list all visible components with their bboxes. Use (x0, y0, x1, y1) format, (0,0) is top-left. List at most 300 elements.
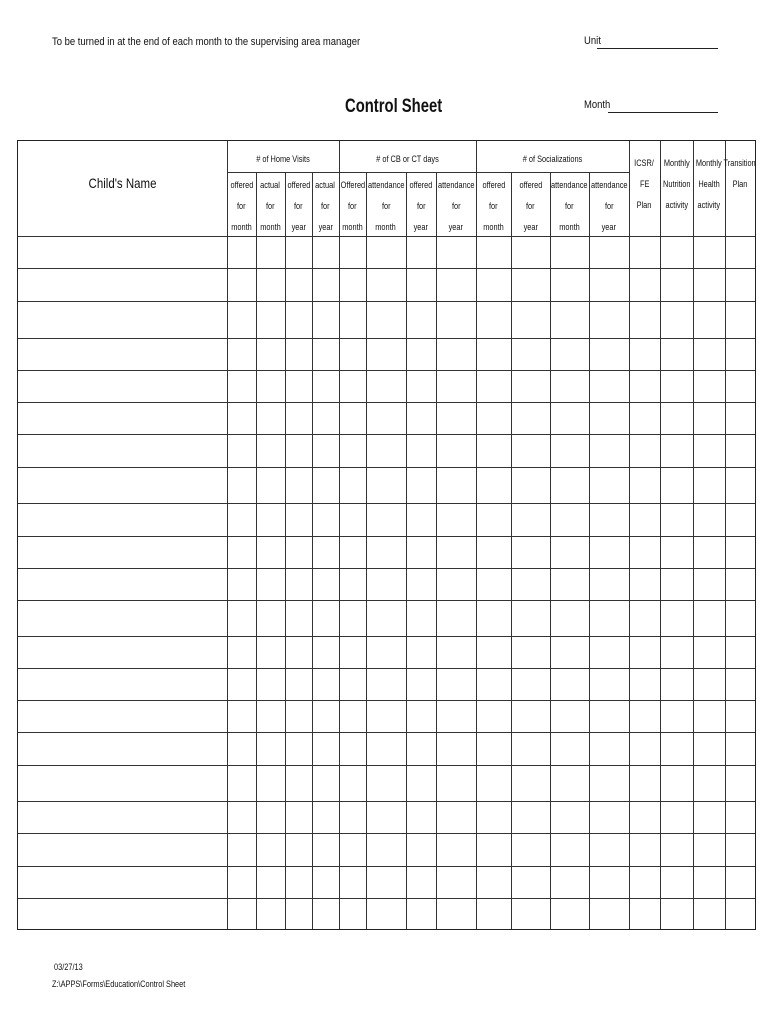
entry-cell[interactable] (693, 370, 725, 402)
entry-cell[interactable] (550, 402, 589, 434)
entry-cell[interactable] (256, 765, 285, 801)
entry-cell[interactable] (693, 732, 725, 765)
entry-cell[interactable] (693, 700, 725, 732)
entry-cell[interactable] (725, 434, 755, 467)
entry-cell[interactable] (629, 700, 660, 732)
entry-cell[interactable] (339, 536, 366, 568)
entry-cell[interactable] (285, 268, 312, 301)
entry-cell[interactable] (339, 668, 366, 700)
entry-cell[interactable] (589, 338, 629, 370)
entry-cell[interactable] (589, 467, 629, 503)
entry-cell[interactable] (725, 338, 755, 370)
child-name-cell[interactable] (18, 636, 227, 668)
entry-cell[interactable] (589, 636, 629, 668)
entry-cell[interactable] (436, 467, 476, 503)
entry-cell[interactable] (285, 732, 312, 765)
entry-cell[interactable] (693, 898, 725, 929)
entry-cell[interactable] (436, 301, 476, 338)
entry-cell[interactable] (725, 898, 755, 929)
entry-cell[interactable] (476, 801, 511, 833)
entry-cell[interactable] (511, 600, 550, 636)
entry-cell[interactable] (550, 434, 589, 467)
entry-cell[interactable] (693, 568, 725, 600)
entry-cell[interactable] (339, 700, 366, 732)
entry-cell[interactable] (285, 434, 312, 467)
entry-cell[interactable] (312, 732, 339, 765)
entry-cell[interactable] (725, 668, 755, 700)
entry-cell[interactable] (629, 801, 660, 833)
entry-cell[interactable] (312, 801, 339, 833)
entry-cell[interactable] (227, 765, 256, 801)
entry-cell[interactable] (227, 467, 256, 503)
entry-cell[interactable] (629, 866, 660, 898)
entry-cell[interactable] (476, 668, 511, 700)
entry-cell[interactable] (312, 402, 339, 434)
entry-cell[interactable] (406, 732, 436, 765)
entry-cell[interactable] (629, 236, 660, 268)
entry-cell[interactable] (227, 370, 256, 402)
entry-cell[interactable] (725, 765, 755, 801)
entry-cell[interactable] (660, 536, 693, 568)
entry-cell[interactable] (366, 668, 406, 700)
entry-cell[interactable] (436, 402, 476, 434)
entry-cell[interactable] (285, 866, 312, 898)
entry-cell[interactable] (629, 536, 660, 568)
entry-cell[interactable] (227, 833, 256, 866)
entry-cell[interactable] (312, 833, 339, 866)
entry-cell[interactable] (406, 301, 436, 338)
entry-cell[interactable] (725, 536, 755, 568)
child-name-cell[interactable] (18, 668, 227, 700)
entry-cell[interactable] (589, 898, 629, 929)
entry-cell[interactable] (366, 268, 406, 301)
entry-cell[interactable] (406, 268, 436, 301)
entry-cell[interactable] (285, 467, 312, 503)
entry-cell[interactable] (285, 700, 312, 732)
entry-cell[interactable] (285, 765, 312, 801)
entry-cell[interactable] (406, 898, 436, 929)
child-name-cell[interactable] (18, 503, 227, 536)
entry-cell[interactable] (312, 236, 339, 268)
entry-cell[interactable] (511, 700, 550, 732)
entry-cell[interactable] (550, 801, 589, 833)
entry-cell[interactable] (476, 898, 511, 929)
entry-cell[interactable] (660, 338, 693, 370)
entry-cell[interactable] (589, 833, 629, 866)
entry-cell[interactable] (339, 503, 366, 536)
entry-cell[interactable] (476, 866, 511, 898)
entry-cell[interactable] (312, 268, 339, 301)
entry-cell[interactable] (693, 600, 725, 636)
entry-cell[interactable] (436, 503, 476, 536)
entry-cell[interactable] (725, 467, 755, 503)
entry-cell[interactable] (550, 503, 589, 536)
entry-cell[interactable] (660, 636, 693, 668)
entry-cell[interactable] (339, 866, 366, 898)
entry-cell[interactable] (406, 801, 436, 833)
entry-cell[interactable] (629, 338, 660, 370)
entry-cell[interactable] (511, 402, 550, 434)
entry-cell[interactable] (366, 732, 406, 765)
entry-cell[interactable] (629, 568, 660, 600)
entry-cell[interactable] (312, 600, 339, 636)
entry-cell[interactable] (693, 236, 725, 268)
entry-cell[interactable] (312, 568, 339, 600)
entry-cell[interactable] (476, 700, 511, 732)
entry-cell[interactable] (693, 434, 725, 467)
entry-cell[interactable] (227, 568, 256, 600)
entry-cell[interactable] (436, 434, 476, 467)
entry-cell[interactable] (725, 732, 755, 765)
entry-cell[interactable] (256, 467, 285, 503)
entry-cell[interactable] (339, 568, 366, 600)
entry-cell[interactable] (511, 732, 550, 765)
entry-cell[interactable] (312, 338, 339, 370)
entry-cell[interactable] (339, 434, 366, 467)
entry-cell[interactable] (550, 268, 589, 301)
entry-cell[interactable] (660, 467, 693, 503)
entry-cell[interactable] (406, 236, 436, 268)
entry-cell[interactable] (256, 732, 285, 765)
entry-cell[interactable] (436, 866, 476, 898)
entry-cell[interactable] (725, 866, 755, 898)
entry-cell[interactable] (629, 668, 660, 700)
entry-cell[interactable] (629, 434, 660, 467)
entry-cell[interactable] (725, 236, 755, 268)
entry-cell[interactable] (476, 467, 511, 503)
entry-cell[interactable] (339, 370, 366, 402)
entry-cell[interactable] (693, 268, 725, 301)
entry-cell[interactable] (589, 801, 629, 833)
child-name-cell[interactable] (18, 732, 227, 765)
entry-cell[interactable] (589, 732, 629, 765)
entry-cell[interactable] (550, 866, 589, 898)
entry-cell[interactable] (589, 301, 629, 338)
entry-cell[interactable] (285, 503, 312, 536)
entry-cell[interactable] (227, 700, 256, 732)
entry-cell[interactable] (725, 402, 755, 434)
entry-cell[interactable] (693, 402, 725, 434)
entry-cell[interactable] (550, 568, 589, 600)
entry-cell[interactable] (406, 866, 436, 898)
entry-cell[interactable] (629, 268, 660, 301)
entry-cell[interactable] (366, 467, 406, 503)
entry-cell[interactable] (476, 370, 511, 402)
child-name-cell[interactable] (18, 866, 227, 898)
entry-cell[interactable] (589, 370, 629, 402)
entry-cell[interactable] (406, 765, 436, 801)
entry-cell[interactable] (660, 236, 693, 268)
entry-cell[interactable] (256, 301, 285, 338)
entry-cell[interactable] (660, 568, 693, 600)
entry-cell[interactable] (725, 301, 755, 338)
entry-cell[interactable] (629, 600, 660, 636)
entry-cell[interactable] (660, 668, 693, 700)
entry-cell[interactable] (227, 898, 256, 929)
entry-cell[interactable] (436, 833, 476, 866)
child-name-cell[interactable] (18, 600, 227, 636)
entry-cell[interactable] (256, 536, 285, 568)
entry-cell[interactable] (511, 568, 550, 600)
entry-cell[interactable] (589, 600, 629, 636)
entry-cell[interactable] (511, 370, 550, 402)
entry-cell[interactable] (660, 434, 693, 467)
entry-cell[interactable] (550, 338, 589, 370)
child-name-cell[interactable] (18, 898, 227, 929)
entry-cell[interactable] (511, 833, 550, 866)
child-name-cell[interactable] (18, 370, 227, 402)
entry-cell[interactable] (312, 536, 339, 568)
entry-cell[interactable] (256, 668, 285, 700)
entry-cell[interactable] (629, 636, 660, 668)
entry-cell[interactable] (660, 866, 693, 898)
entry-cell[interactable] (227, 732, 256, 765)
entry-cell[interactable] (285, 338, 312, 370)
entry-cell[interactable] (550, 301, 589, 338)
entry-cell[interactable] (256, 370, 285, 402)
entry-cell[interactable] (693, 338, 725, 370)
entry-cell[interactable] (285, 536, 312, 568)
entry-cell[interactable] (436, 765, 476, 801)
entry-cell[interactable] (725, 268, 755, 301)
entry-cell[interactable] (256, 898, 285, 929)
entry-cell[interactable] (589, 568, 629, 600)
child-name-cell[interactable] (18, 338, 227, 370)
entry-cell[interactable] (285, 668, 312, 700)
entry-cell[interactable] (629, 503, 660, 536)
entry-cell[interactable] (476, 765, 511, 801)
entry-cell[interactable] (629, 402, 660, 434)
entry-cell[interactable] (256, 402, 285, 434)
entry-cell[interactable] (476, 636, 511, 668)
entry-cell[interactable] (550, 700, 589, 732)
entry-cell[interactable] (366, 636, 406, 668)
entry-cell[interactable] (693, 866, 725, 898)
entry-cell[interactable] (589, 402, 629, 434)
entry-cell[interactable] (406, 700, 436, 732)
entry-cell[interactable] (366, 503, 406, 536)
entry-cell[interactable] (660, 600, 693, 636)
entry-cell[interactable] (227, 668, 256, 700)
entry-cell[interactable] (589, 536, 629, 568)
entry-cell[interactable] (629, 301, 660, 338)
entry-cell[interactable] (285, 636, 312, 668)
entry-cell[interactable] (285, 568, 312, 600)
entry-cell[interactable] (406, 636, 436, 668)
entry-cell[interactable] (589, 503, 629, 536)
month-field[interactable] (608, 112, 718, 113)
entry-cell[interactable] (550, 898, 589, 929)
entry-cell[interactable] (256, 600, 285, 636)
entry-cell[interactable] (256, 434, 285, 467)
entry-cell[interactable] (285, 801, 312, 833)
entry-cell[interactable] (339, 268, 366, 301)
entry-cell[interactable] (550, 370, 589, 402)
entry-cell[interactable] (339, 301, 366, 338)
entry-cell[interactable] (339, 338, 366, 370)
entry-cell[interactable] (366, 801, 406, 833)
entry-cell[interactable] (256, 636, 285, 668)
entry-cell[interactable] (406, 338, 436, 370)
entry-cell[interactable] (285, 833, 312, 866)
entry-cell[interactable] (312, 636, 339, 668)
entry-cell[interactable] (550, 833, 589, 866)
entry-cell[interactable] (312, 866, 339, 898)
entry-cell[interactable] (693, 536, 725, 568)
entry-cell[interactable] (693, 668, 725, 700)
entry-cell[interactable] (589, 700, 629, 732)
entry-cell[interactable] (436, 898, 476, 929)
entry-cell[interactable] (476, 434, 511, 467)
entry-cell[interactable] (476, 268, 511, 301)
entry-cell[interactable] (366, 568, 406, 600)
entry-cell[interactable] (285, 402, 312, 434)
entry-cell[interactable] (436, 338, 476, 370)
entry-cell[interactable] (660, 700, 693, 732)
entry-cell[interactable] (406, 434, 436, 467)
entry-cell[interactable] (406, 402, 436, 434)
entry-cell[interactable] (339, 600, 366, 636)
entry-cell[interactable] (256, 568, 285, 600)
entry-cell[interactable] (406, 503, 436, 536)
entry-cell[interactable] (476, 568, 511, 600)
entry-cell[interactable] (227, 338, 256, 370)
entry-cell[interactable] (436, 700, 476, 732)
entry-cell[interactable] (256, 338, 285, 370)
entry-cell[interactable] (629, 898, 660, 929)
entry-cell[interactable] (511, 866, 550, 898)
child-name-cell[interactable] (18, 765, 227, 801)
entry-cell[interactable] (366, 370, 406, 402)
entry-cell[interactable] (366, 700, 406, 732)
entry-cell[interactable] (660, 268, 693, 301)
entry-cell[interactable] (312, 765, 339, 801)
entry-cell[interactable] (660, 801, 693, 833)
entry-cell[interactable] (406, 370, 436, 402)
entry-cell[interactable] (436, 536, 476, 568)
child-name-cell[interactable] (18, 402, 227, 434)
entry-cell[interactable] (629, 467, 660, 503)
entry-cell[interactable] (476, 536, 511, 568)
entry-cell[interactable] (629, 765, 660, 801)
entry-cell[interactable] (550, 732, 589, 765)
entry-cell[interactable] (589, 434, 629, 467)
entry-cell[interactable] (366, 402, 406, 434)
entry-cell[interactable] (511, 536, 550, 568)
entry-cell[interactable] (511, 636, 550, 668)
entry-cell[interactable] (436, 801, 476, 833)
entry-cell[interactable] (436, 268, 476, 301)
entry-cell[interactable] (312, 467, 339, 503)
entry-cell[interactable] (550, 765, 589, 801)
entry-cell[interactable] (339, 236, 366, 268)
entry-cell[interactable] (366, 833, 406, 866)
entry-cell[interactable] (511, 765, 550, 801)
entry-cell[interactable] (476, 732, 511, 765)
child-name-cell[interactable] (18, 434, 227, 467)
entry-cell[interactable] (511, 301, 550, 338)
entry-cell[interactable] (476, 600, 511, 636)
child-name-cell[interactable] (18, 536, 227, 568)
entry-cell[interactable] (693, 467, 725, 503)
entry-cell[interactable] (366, 434, 406, 467)
entry-cell[interactable] (476, 236, 511, 268)
entry-cell[interactable] (227, 600, 256, 636)
entry-cell[interactable] (227, 536, 256, 568)
entry-cell[interactable] (256, 833, 285, 866)
entry-cell[interactable] (227, 503, 256, 536)
entry-cell[interactable] (550, 536, 589, 568)
entry-cell[interactable] (693, 301, 725, 338)
entry-cell[interactable] (339, 898, 366, 929)
entry-cell[interactable] (339, 732, 366, 765)
entry-cell[interactable] (660, 833, 693, 866)
entry-cell[interactable] (725, 503, 755, 536)
entry-cell[interactable] (589, 236, 629, 268)
entry-cell[interactable] (227, 268, 256, 301)
entry-cell[interactable] (725, 636, 755, 668)
entry-cell[interactable] (406, 833, 436, 866)
entry-cell[interactable] (550, 636, 589, 668)
entry-cell[interactable] (436, 370, 476, 402)
entry-cell[interactable] (725, 801, 755, 833)
child-name-cell[interactable] (18, 301, 227, 338)
entry-cell[interactable] (476, 402, 511, 434)
entry-cell[interactable] (550, 668, 589, 700)
entry-cell[interactable] (366, 600, 406, 636)
entry-cell[interactable] (366, 536, 406, 568)
entry-cell[interactable] (312, 301, 339, 338)
entry-cell[interactable] (725, 833, 755, 866)
entry-cell[interactable] (629, 833, 660, 866)
entry-cell[interactable] (660, 765, 693, 801)
entry-cell[interactable] (660, 402, 693, 434)
entry-cell[interactable] (436, 600, 476, 636)
entry-cell[interactable] (339, 467, 366, 503)
unit-field[interactable] (597, 48, 718, 49)
entry-cell[interactable] (366, 338, 406, 370)
entry-cell[interactable] (256, 236, 285, 268)
entry-cell[interactable] (227, 402, 256, 434)
entry-cell[interactable] (589, 668, 629, 700)
child-name-cell[interactable] (18, 700, 227, 732)
child-name-cell[interactable] (18, 236, 227, 268)
entry-cell[interactable] (312, 898, 339, 929)
entry-cell[interactable] (406, 536, 436, 568)
entry-cell[interactable] (256, 801, 285, 833)
entry-cell[interactable] (285, 236, 312, 268)
entry-cell[interactable] (693, 833, 725, 866)
entry-cell[interactable] (589, 866, 629, 898)
child-name-cell[interactable] (18, 268, 227, 301)
entry-cell[interactable] (629, 370, 660, 402)
entry-cell[interactable] (256, 700, 285, 732)
entry-cell[interactable] (406, 467, 436, 503)
entry-cell[interactable] (285, 301, 312, 338)
entry-cell[interactable] (312, 434, 339, 467)
entry-cell[interactable] (339, 801, 366, 833)
entry-cell[interactable] (660, 732, 693, 765)
entry-cell[interactable] (227, 301, 256, 338)
entry-cell[interactable] (285, 370, 312, 402)
entry-cell[interactable] (725, 370, 755, 402)
entry-cell[interactable] (339, 765, 366, 801)
entry-cell[interactable] (312, 700, 339, 732)
entry-cell[interactable] (693, 801, 725, 833)
entry-cell[interactable] (227, 866, 256, 898)
entry-cell[interactable] (366, 236, 406, 268)
entry-cell[interactable] (511, 268, 550, 301)
